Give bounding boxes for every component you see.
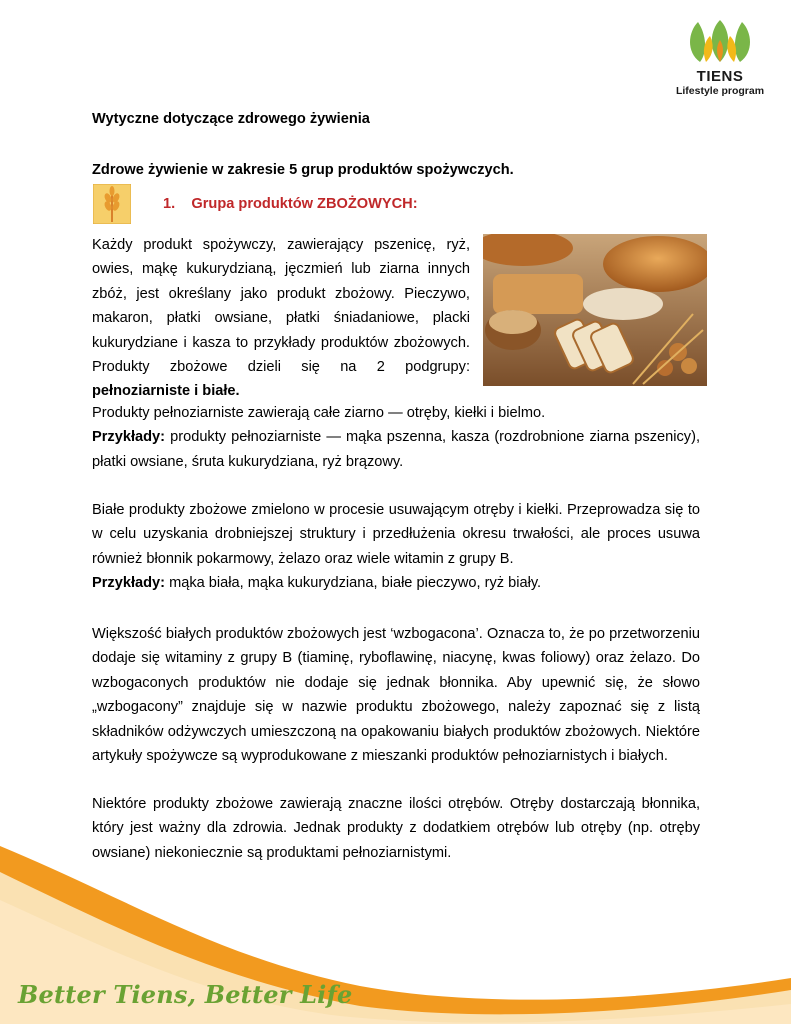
document-subtitle: Zdrowe żywienie w zakresie 5 grup produktów spożywczych.: [92, 162, 514, 178]
wheat-icon: [93, 184, 131, 224]
examples-label: Przykłady:: [92, 575, 166, 592]
group-heading-text: Grupa produktów ZBOŻOWYCH:: [191, 196, 418, 212]
grain-products-photo: [483, 234, 707, 386]
paragraph-white-text: Białe produkty zbożowe zmielono w procesie usuwającym otręby i kiełki. Przeprowadza się to w celu uzyskania drobniejszej struktury i przedłużenia okresu trwałości, ale proces usuwa również błonnik pokarmowy, żelazo oraz wiele witamin z grupy B.: [92, 502, 700, 567]
logo-subtitle-text: Lifestyle program: [675, 85, 765, 97]
footer-slogan: Better Tiens, Better Life: [18, 980, 353, 1009]
paragraph-intro-text: Każdy produkt spożywczy, zawierający pszenicę, ryż, owies, mąkę kukurydzianą, jęczmień lub ziarna innych zbóż, jest określany jako produkt zbożowy. Pieczywo, makaron, płatki owsiane, płatki śniadaniowe, placki kukurydziane i kasza to przykłady produktów zbożowych. Produkty zbożowe dzieli się na 2 podgrupy:: [92, 237, 470, 376]
examples-text: mąka biała, mąka kukurydziana, białe pieczywo, ryż biały.: [165, 575, 542, 592]
paragraph-white-products: [92, 498, 700, 596]
leaf-logo-icon: [686, 18, 754, 64]
examples-label: Przykłady:: [92, 429, 166, 446]
paragraph-wholegrain: [92, 401, 700, 474]
paragraph-enriched-text: Większość białych produktów zbożowych jest ‘wzbogacona’. Oznacza to, że po przetworzeniu dodaje się witaminy z grupy B (tiaminę, ryboflawinę, niacynę, kwas foliowy) oraz żelazo. Do wzbogaconych produktów nie dodaje się jednak błonnika. Aby upewnić się, że słowo „wzbogacony” znajduje się w nazwie produktu zbożowego, należy zapoznać się z listą składników odżywczych umieszczoną na opakowaniu białych produktów zbożowych. Niektóre artykuły spożywcze są wyprodukowane z mieszanki produktów pełnoziarnistych i białych.: [92, 626, 700, 765]
paragraph-intro-bold: pełnoziarniste i białe.: [92, 383, 240, 400]
group-number: 1.: [163, 196, 176, 212]
paragraph-wholegrain-text: Produkty pełnoziarniste zawierają całe ziarno — otręby, kiełki i bielmo.: [92, 405, 546, 421]
paragraph-intro: [92, 233, 470, 404]
examples-text: produkty pełnoziarniste — mąka pszenna, kasza (rozdrobnione ziarna pszenicy), płatki owsiane, śruta kukurydziana, ryż brązowy.: [92, 429, 700, 470]
group-heading: [163, 196, 418, 212]
tiens-logo: [668, 18, 772, 98]
document-title: Wytyczne dotyczące zdrowego żywienia: [92, 111, 370, 127]
logo-brand-text: TIENS: [696, 68, 744, 85]
paragraph-enriched: [92, 622, 700, 768]
paragraph-bran-text: Niektóre produkty zbożowe zawierają znaczne ilości otrębów. Otręby dostarczają błonnika, który jest ważny dla zdrowia. Jednak produkty z dodatkiem otrębów lub otręby (np. otręby owsiane) niekoniecznie są produktami pełnoziarnistymi.: [92, 796, 700, 861]
